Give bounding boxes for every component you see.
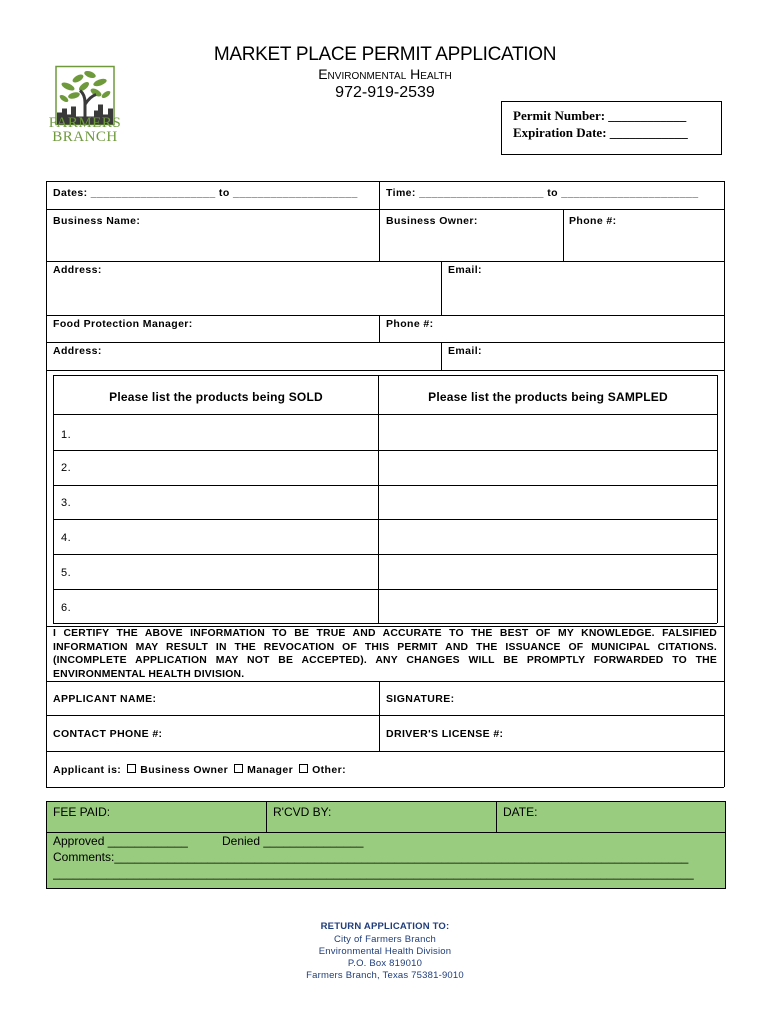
business-phone-field[interactable]: Phone #: (569, 215, 617, 227)
products-sold-header: Please list the products being SOLD (109, 390, 323, 404)
product-row-number: 2. (61, 462, 72, 474)
office-use-row (46, 801, 726, 834)
manager-checkbox[interactable] (234, 764, 243, 773)
manager-email-field[interactable]: Email: (448, 345, 482, 357)
dates-field[interactable]: Dates: ____________________ to ____________________ (53, 187, 358, 199)
business-address-field[interactable]: Address: (53, 264, 102, 276)
product-row-number: 1. (61, 429, 72, 441)
product-row-number: 6. (61, 602, 72, 614)
business-email-field[interactable]: Email: (448, 264, 482, 276)
approved-field[interactable]: Approved ____________ (53, 834, 188, 848)
manager-phone-field[interactable]: Phone #: (386, 318, 434, 330)
applicant-type-row (53, 764, 346, 776)
received-by-field[interactable]: R'CVD BY: (273, 805, 332, 819)
business-name-field[interactable]: Business Name: (53, 215, 141, 227)
other-option: Other: (312, 764, 346, 776)
comments-line[interactable]: ________________________________________________________________________________________________ (53, 866, 694, 880)
drivers-license-field[interactable]: DRIVER'S LICENSE #: (386, 728, 504, 740)
page-title: MARKET PLACE PERMIT APPLICATION (213, 44, 557, 65)
department-subtitle: Environmental Health (318, 66, 452, 82)
food-protection-manager-field[interactable]: Food Protection Manager: (53, 318, 193, 330)
product-row-number: 5. (61, 567, 72, 579)
time-field[interactable]: Time: ____________________ to ______________________ (386, 187, 699, 199)
business-owner-checkbox[interactable] (127, 764, 136, 773)
certification-statement: I CERTIFY THE ABOVE INFORMATION TO BE TRUE AND ACCURATE TO THE BEST OF MY KNOWLEDGE. FALSIFIED INFORMATION MAY RESULT IN THE REVOCATION OF THIS PERMIT AND THE ISSUANCE OF MUNICIPAL CITATIONS. (INCOMPLETE APPLICATION MAY NOT BE ACCEPTED). ANY CHANGES WILL BE PROMPTLY FORWARDED TO THE ENVIRONMENTAL HEALTH DIVISION. (53, 628, 717, 680)
denied-field[interactable]: Denied _______________ (222, 834, 364, 848)
signature-field[interactable]: SIGNATURE: (386, 693, 455, 705)
contact-phone-field[interactable]: CONTACT PHONE #: (53, 728, 163, 740)
return-address (200, 921, 570, 982)
comments-field[interactable]: Comments:______________________________________________________________________________________ (53, 850, 689, 864)
return-address-line: City of Farmers Branch (333, 934, 437, 945)
permit-number-label[interactable]: Permit Number: ____________ (513, 108, 687, 123)
fee-paid-field[interactable]: FEE PAID: (53, 805, 111, 819)
applicant-is-label: Applicant is: (53, 764, 122, 776)
manager-option: Manager (247, 764, 294, 776)
manager-address-field[interactable]: Address: (53, 345, 102, 357)
logo-text: FARMERS BRANCH (48, 115, 122, 145)
permit-office-box (501, 101, 722, 155)
product-row-number: 4. (61, 532, 72, 544)
return-label: RETURN APPLICATION TO: (320, 921, 450, 932)
return-address-line: Environmental Health Division (318, 946, 452, 957)
applicant-name-field[interactable]: APPLICANT NAME: (53, 693, 157, 705)
return-address-line: Farmers Branch, Texas 75381-9010 (306, 970, 464, 981)
product-row-number: 3. (61, 497, 72, 509)
date-field[interactable]: DATE: (503, 805, 538, 819)
other-checkbox[interactable] (299, 764, 308, 773)
products-sampled-header: Please list the products being SAMPLED (428, 390, 668, 404)
return-address-line: P.O. Box 819010 (347, 958, 423, 969)
expiration-date-label[interactable]: Expiration Date: ____________ (513, 125, 688, 140)
business-owner-field[interactable]: Business Owner: (386, 215, 478, 227)
business-owner-option: Business Owner (140, 764, 229, 776)
department-phone: 972-919-2539 (335, 84, 435, 101)
